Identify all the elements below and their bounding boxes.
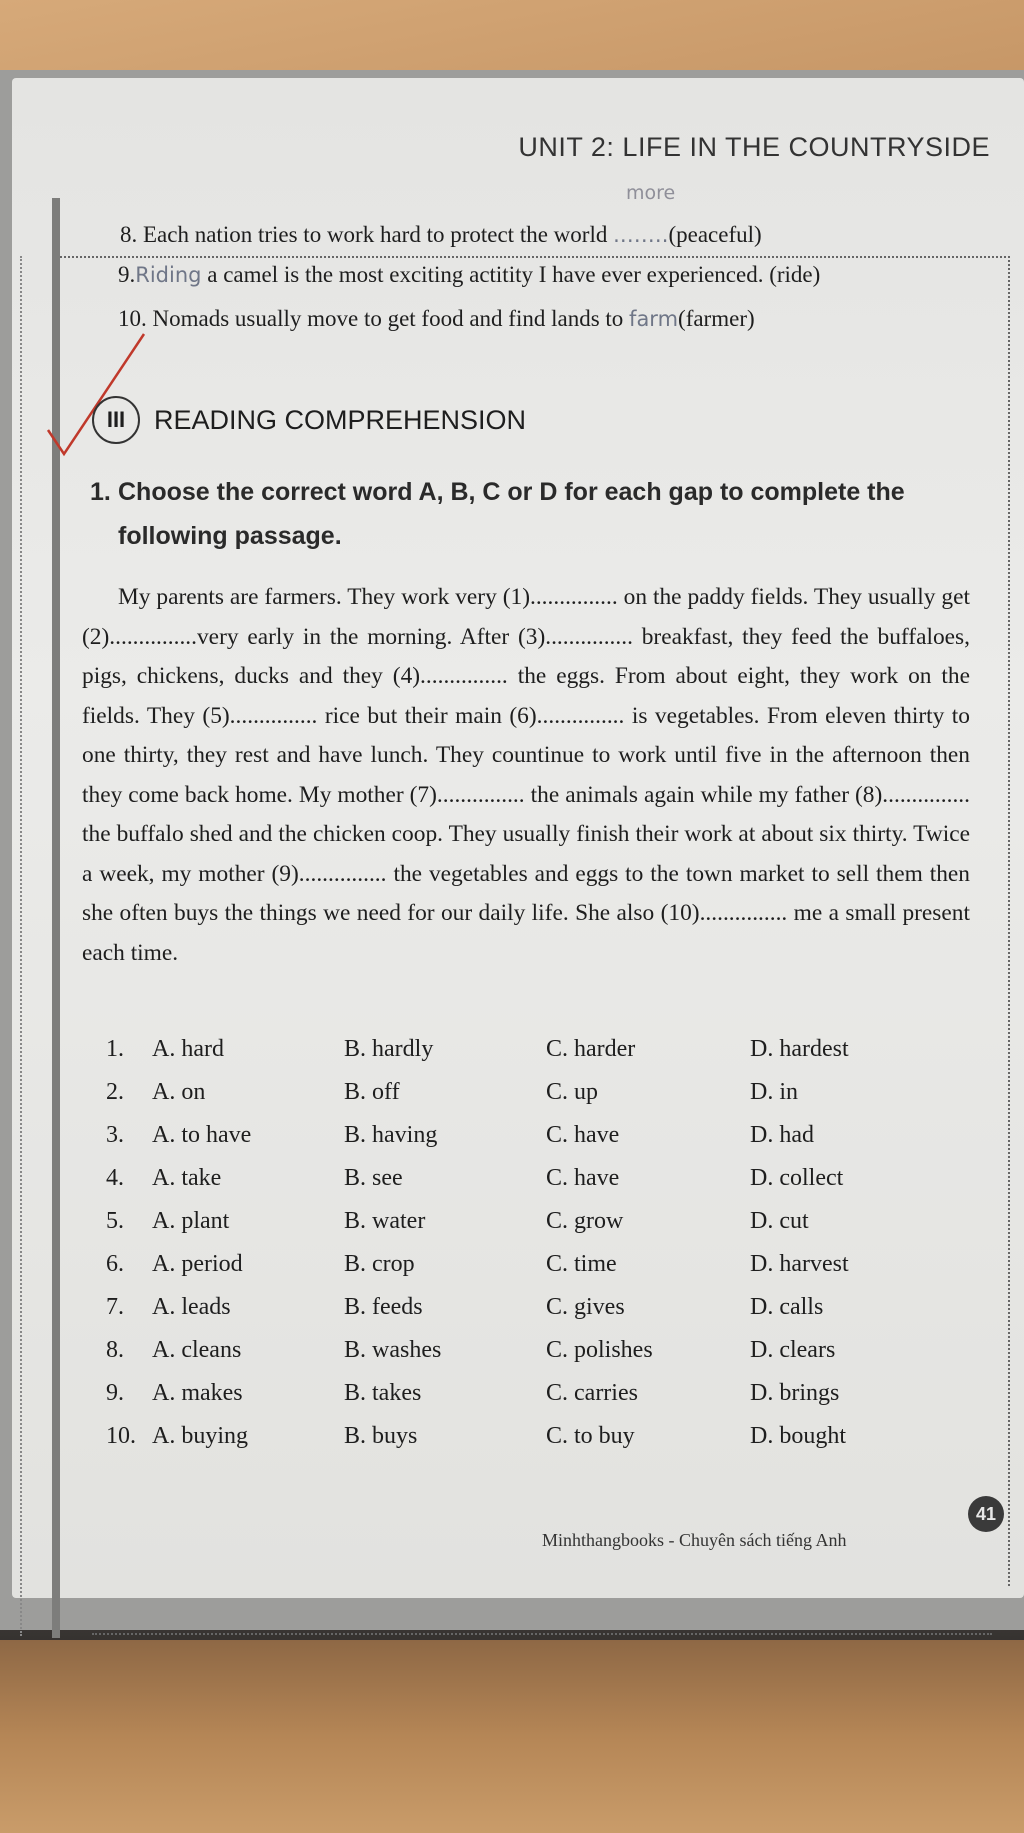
line-text: Each nation tries to work hard to protect the world bbox=[143, 222, 614, 247]
option-d: D. cut bbox=[750, 1208, 809, 1234]
option-number: 5. bbox=[106, 1208, 124, 1234]
passage-text: My parents are farmers. They work very (1)............... on the paddy fields. They usually get (2)...............very early in the morning. After (3)............... breakfast, they feed the buffaloes, pigs, chickens, ducks and they (4)............... the eggs. From about eight, they work on the fields. They (5)............... rice but their main (6)............... is vegetables. From eleven thirty to one thirty, they rest and have lunch. They countinue to work until five in the afternoon then they come back home. My mother (7)............... the animals again while my father (8)............... the buffalo shed and the chicken coop. They usually finish their work at about six thirty. Twice a week, my mother (9)............... the vegetables and eggs to the town market to sell them then she often buys the things we need for our daily life. She also (10)............... me a small present each time. bbox=[82, 584, 970, 966]
option-number: 6. bbox=[106, 1251, 124, 1277]
section-title: READING COMPREHENSION bbox=[154, 404, 527, 435]
option-number: 1. bbox=[106, 1036, 124, 1062]
handwritten-note: more bbox=[626, 182, 676, 204]
table-surface-bottom bbox=[0, 1640, 1024, 1833]
option-c: C. polishes bbox=[546, 1337, 653, 1363]
line-text: a camel is the most exciting actitity I have ever experienced. (ride) bbox=[201, 262, 821, 287]
option-c: C. harder bbox=[546, 1036, 636, 1062]
option-a: A. leads bbox=[152, 1294, 231, 1320]
option-number: 8. bbox=[106, 1337, 124, 1363]
option-a: A. period bbox=[152, 1251, 243, 1277]
line-number: 10. bbox=[118, 306, 147, 331]
option-d: D. brings bbox=[750, 1380, 840, 1406]
reading-passage bbox=[82, 578, 970, 973]
option-b: B. takes bbox=[344, 1380, 422, 1406]
line-number: 8. bbox=[120, 222, 138, 247]
dotted-border-top bbox=[60, 256, 1010, 258]
line-number: 9. bbox=[118, 262, 136, 287]
exercise-line-8 bbox=[120, 222, 762, 248]
task-number: 1. bbox=[90, 478, 111, 506]
publisher-footer: Minhthangbooks - Chuyên sách tiếng Anh bbox=[542, 1530, 847, 1550]
option-d: D. clears bbox=[750, 1337, 836, 1363]
option-a: A. plant bbox=[152, 1208, 230, 1234]
option-b: B. crop bbox=[344, 1251, 415, 1277]
option-c: C. to buy bbox=[546, 1423, 635, 1449]
option-d: D. in bbox=[750, 1079, 798, 1105]
option-c: C. gives bbox=[546, 1294, 625, 1320]
option-c: C. up bbox=[546, 1079, 599, 1105]
option-b: B. off bbox=[344, 1079, 400, 1105]
unit-title: UNIT 2: LIFE IN THE COUNTRYSIDE bbox=[518, 132, 990, 162]
handwritten-answer: farm bbox=[629, 307, 679, 331]
option-a: A. cleans bbox=[152, 1337, 242, 1363]
option-b: B. washes bbox=[344, 1337, 442, 1363]
option-a: A. on bbox=[152, 1079, 206, 1105]
handwritten-answer: .……. bbox=[613, 223, 669, 247]
handwritten-answer: Riding bbox=[135, 263, 202, 287]
option-c: C. time bbox=[546, 1251, 617, 1277]
option-number: 3. bbox=[106, 1122, 124, 1148]
option-b: B. feeds bbox=[344, 1294, 423, 1320]
option-d: D. collect bbox=[750, 1165, 844, 1191]
option-c: C. have bbox=[546, 1122, 620, 1148]
line-hint: (peaceful) bbox=[668, 222, 762, 247]
option-b: B. see bbox=[344, 1165, 403, 1191]
option-d: D. had bbox=[750, 1122, 814, 1148]
option-number: 7. bbox=[106, 1294, 124, 1320]
option-a: A. makes bbox=[152, 1380, 243, 1406]
exercise-line-10 bbox=[118, 306, 755, 332]
dotted-border-left bbox=[20, 256, 22, 1636]
task-text: Choose the correct word A, B, C or D for each gap to complete the following passage. bbox=[118, 478, 905, 550]
option-a: A. buying bbox=[152, 1423, 248, 1449]
option-d: D. bought bbox=[750, 1423, 846, 1449]
option-c: C. carries bbox=[546, 1380, 638, 1406]
option-b: B. buys bbox=[344, 1423, 418, 1449]
dotted-border-bottom bbox=[92, 1633, 992, 1635]
option-b: B. having bbox=[344, 1122, 438, 1148]
option-d: D. hardest bbox=[750, 1036, 849, 1062]
line-hint: (farmer) bbox=[678, 306, 755, 331]
dotted-border-right bbox=[1008, 256, 1010, 1586]
option-number: 2. bbox=[106, 1079, 124, 1105]
section-roman-numeral: III bbox=[92, 396, 140, 444]
option-c: C. grow bbox=[546, 1208, 624, 1234]
option-number: 9. bbox=[106, 1380, 124, 1406]
option-d: D. calls bbox=[750, 1294, 824, 1320]
line-text: Nomads usually move to get food and find lands to bbox=[152, 306, 630, 331]
option-a: A. to have bbox=[152, 1122, 252, 1148]
task-instruction bbox=[90, 470, 970, 558]
option-a: A. hard bbox=[152, 1036, 224, 1062]
exercise-line-9 bbox=[118, 262, 820, 288]
option-a: A. take bbox=[152, 1165, 222, 1191]
option-b: B. hardly bbox=[344, 1036, 434, 1062]
section-heading bbox=[92, 396, 526, 444]
page-number-badge: 41 bbox=[968, 1496, 1004, 1532]
option-c: C. have bbox=[546, 1165, 620, 1191]
option-number: 4. bbox=[106, 1165, 124, 1191]
option-b: B. water bbox=[344, 1208, 426, 1234]
option-d: D. harvest bbox=[750, 1251, 849, 1277]
option-number: 10. bbox=[106, 1423, 136, 1449]
